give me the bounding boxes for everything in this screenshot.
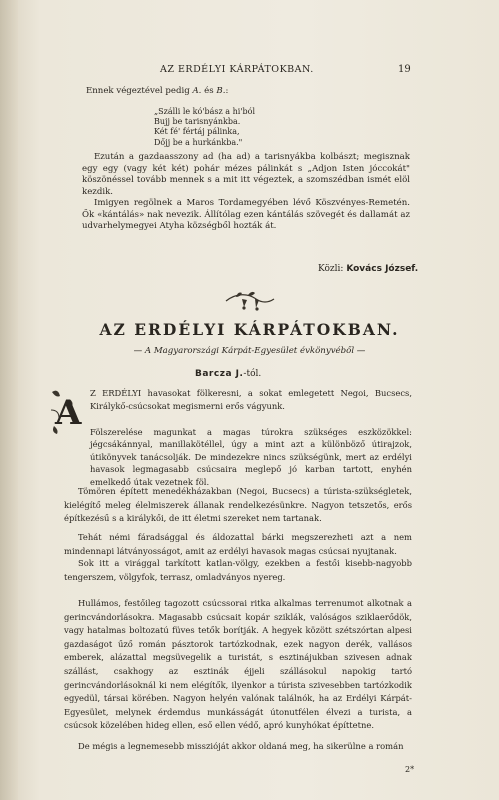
signature-mark: 2* xyxy=(405,765,415,774)
credit-name: Kovács József. xyxy=(346,264,419,274)
author-suffix: -tól. xyxy=(243,369,262,379)
running-head: AZ ERDÉLYI KÁRPÁTOKBAN. xyxy=(160,64,314,75)
page-number: 19 xyxy=(398,64,411,75)
article-paragraph: Sok itt a virággal tarkított katlan-völgy, ezekben a festői kisebb-nagyobb tengerszem, völgyfok, terrasz, omladványos nyereg. xyxy=(64,558,412,582)
dropcap-initial xyxy=(50,386,82,436)
article-title: AZ ERDÉLYI KÁRPÁTOKBAN. xyxy=(99,320,400,339)
dropcap-letter: A xyxy=(55,393,82,433)
article-lead: Z ERDÉLYI havasokat fölkeresni, a sokat emlegetett Negoi, Bucsecs, Királykő-csúcsokat megismerni erős vágyunk. xyxy=(90,388,412,411)
page-gutter-shadow xyxy=(0,0,18,800)
article-author xyxy=(195,369,261,379)
verse-line: Bujj be tarisnyánkba. xyxy=(154,117,241,127)
intro-a: A. xyxy=(192,86,202,96)
credit-label: Közli: xyxy=(318,264,344,274)
verse xyxy=(154,107,255,148)
paragraph: Imigyen regölnek a Maros Tordamegyében lévő Köszvényes-Remetén. Ők «kántálás» nak nevezik. Állítólag ezen kántálás szövegét és dallamát az udvarhelymegyei Atyha községből hozták át. xyxy=(82,198,410,231)
intro-text: Ennek végeztével pedig xyxy=(86,86,193,96)
credit xyxy=(318,264,418,274)
article-paragraph: Tehát némi fáradsággal és áldozattal bárki megszerezheti azt a nem mindennapi látványosságot, amit az erdélyi havasok magas csúcsai nyujtanak. xyxy=(64,532,412,556)
article-paragraph: Fölszerelése magunkat a magas túrokra szükséges eszközökkel: jégcsákánnyal, manillakötéllel, úgy a mint azt a különböző útirajzok, útikönyvek tanácsolják. De mindezekre nincs szükségünk, mert az erdélyi havasok legmagasabb csúcsaira meglepő jó karban tartott, enyhén emelkedő útak vezetnek föl. xyxy=(90,427,412,487)
article-paragraph: Hullámos, festőileg tagozott csúcssorai ritka alkalmas terrenumot alkotnak a gerincvándorlásokra. Magasabb csúcsait kopár sziklák, valóságos sziklaerődök, vagy hatalmas boltozatú füves tetők borítják. A hegyek között szétszórtan alpesi gazdaságot űző román pásztorok tartózkodnak, ezek nagyon derék, vallásos emberek, alázattal megsüvegelik a turistát, s esztinájukban szivesen adnak szállást, csakhogy az esztinák éjjeli szállásokul napokig tartó gerincvándorlásoknál ki nem elégítők, ilyenkor a túrista szivesebben tartózkodik egyedül, társai körében. Nagyon helyén valónak találnók, ha az Erdélyi Kárpát-Egyesület, melynek érdemdus munkásságát útonutfélen élvezi a turista, a csúcsok közelében hideg ellen, eső ellen védő, apró kunyhókat építtetne. xyxy=(64,598,412,731)
verse-line: Dőjj be a hurkánkba." xyxy=(154,137,243,147)
verse-line: Két fé' fértáj pálinka, xyxy=(154,127,240,137)
intro-and: és xyxy=(201,86,217,96)
paragraph: Ezután a gazdaasszony ad (ha ad) a tarisnyákba kolbászt; megisznak egy egy (vagy két két) pohár mézes pálinkát s „Adjon Isten jóccokát" köszönéssel tovább mennek s a mit itt végeztek, a szomszédban ismét elöl kezdik. xyxy=(82,152,410,197)
floral-ornament-icon xyxy=(222,287,278,313)
article-paragraph: De mégis a legnemesebb misszióját akkor oldaná meg, ha sikerülne a román xyxy=(78,741,404,751)
article-paragraph: Tömören épített menedékházakban (Negoi, Bucsecs) a túrista-szükségletek, kielégítő meleg élelmiszerek állanak rendelkezésünkre. Nagyon tetszetős, erős építkezésű s a királykői, de itt életmi szereket nem tartanak. xyxy=(64,486,412,524)
intro-colon: : xyxy=(225,86,229,96)
intro-b: B. xyxy=(216,86,226,96)
article-subtitle: — A Magyarországi Kárpát-Egyesület évkönyvéből — xyxy=(133,346,366,356)
verse-line: „Szálli le kó'bász a hi'ból xyxy=(154,107,255,116)
author-name: Barcza J. xyxy=(195,369,244,379)
intro-line xyxy=(86,86,228,98)
